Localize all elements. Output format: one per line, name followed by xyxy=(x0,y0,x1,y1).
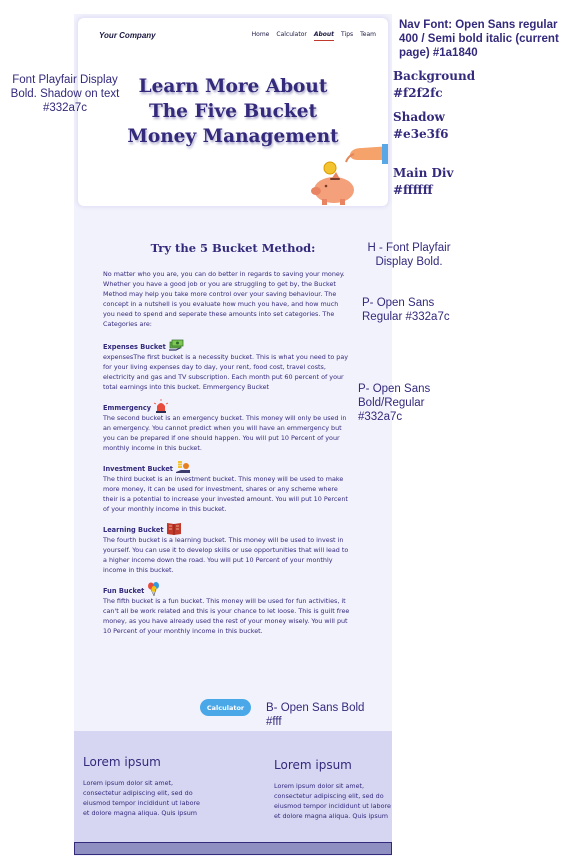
piggy-bank-illustration xyxy=(306,136,388,206)
annotation-heading: H - Font Playfair Display Bold. xyxy=(367,242,451,268)
annotation-paragraph-regular: P- Open Sans Regular #332a7c xyxy=(362,297,450,323)
annotation-main-div: Main Div #ffffff xyxy=(393,166,454,197)
bucket-title: Fun Bucket xyxy=(103,587,145,595)
annotation-background: Background #f2f2fc xyxy=(393,69,476,100)
annotation-hero-font: Font Playfair Display Bold. Shadow on text #332a7c xyxy=(10,74,120,114)
brand-logo[interactable]: Your Company xyxy=(99,31,156,40)
nav-team[interactable]: Team xyxy=(360,31,376,38)
bucket-learning xyxy=(103,520,351,575)
footer-heading: Lorem ipsum xyxy=(83,755,161,769)
siren-icon xyxy=(153,399,169,413)
footer-heading: Lorem ipsum xyxy=(274,758,352,772)
bucket-text: The third bucket is an investment bucket. This money will be used to make more money, it can be used for investment, shares or any scheme where their is a potential to increase your invested amount. You will put 10 Percent of your monthly income in this bucket. xyxy=(103,475,348,513)
annotation-button: B- Open Sans Bold #fff xyxy=(266,702,365,728)
footer-text: Lorem ipsum dolor sit amet, consectetur adipiscing elit, sed do eiusmod tempor incididunt ut labore et dolore magna aliqua. Quis ipsum xyxy=(274,782,391,820)
annotation-paragraph-bold: P- Open Sans Bold/Regular #332a7c xyxy=(358,383,431,423)
section-title: Try the 5 Bucket Method: xyxy=(150,241,316,255)
footer xyxy=(74,731,392,844)
balloons-icon xyxy=(146,582,162,596)
bucket-text: The second bucket is an emergency bucket. This money will only be used in an emergency. You cannot predict when you will have an emmergency but you can be prepared if one should happen. You will put 10 Percent of your monthly income in this bucket. xyxy=(103,414,347,452)
intro-paragraph: No matter who you are, you can do better in regards to saving your money. Whether you have a good job or you are struggling to get by, the Bucket Method may help you take more control over your saving behaviour. The concept in a nutshell is you evaluate how much you have, and how much you need to spend and seperate these amounts into set categories. The Categories are: xyxy=(103,270,345,328)
bucket-investment xyxy=(103,459,351,514)
bucket-text: The fourth bucket is a learning bucket. This money will be used to invest in yourself. You can use it to develop skills or use opportunities that will lead to a higher income down the road. You will put 10 Percent of your monthly income in this bucket. xyxy=(103,536,349,574)
nav-calculator[interactable]: Calculator xyxy=(276,31,307,38)
book-icon xyxy=(166,521,182,535)
hero-card xyxy=(78,18,388,206)
hero-title: Learn More About The Five Bucket Money Management xyxy=(127,76,339,147)
calculator-button[interactable]: Calculator xyxy=(200,699,251,716)
bottom-bar xyxy=(74,842,392,855)
bucket-emergency xyxy=(103,398,351,453)
nav-home[interactable]: Home xyxy=(251,31,270,38)
footer-column-1 xyxy=(83,755,203,818)
main-nav xyxy=(252,31,376,41)
bucket-title: Investment Bucket xyxy=(103,465,173,473)
bucket-title: Expenses Bucket xyxy=(103,343,166,351)
article-body xyxy=(103,269,351,642)
annotation-shadow: Shadow #e3e3f6 xyxy=(393,110,449,141)
bucket-expenses xyxy=(103,337,351,392)
nav-tips[interactable]: Tips xyxy=(341,31,354,38)
footer-text: Lorem ipsum dolor sit amet, consectetur adipiscing elit, sed do eiusmod tempor incididunt ut labore et dolore magna aliqua. Quis ipsum xyxy=(83,779,200,817)
bucket-title: Learning Bucket xyxy=(103,526,164,534)
annotation-nav-font: Nav Font: Open Sans regular 400 / Semi bold italic (current page) #1a1840 xyxy=(399,19,559,59)
page-column xyxy=(74,14,392,856)
bucket-text: expensesThe first bucket is a necessity bucket. This is what you need to pay for your living expenses day to day, your rent, food cost, travel costs, electricity and gas and TV subscription. Each month put 60 percent of your total earnings into this bucket. Emmergency Bucket xyxy=(103,353,349,391)
bucket-fun xyxy=(103,581,351,636)
nav-about[interactable]: About xyxy=(314,31,334,41)
footer-column-2 xyxy=(274,758,392,821)
money-icon xyxy=(168,338,184,352)
bucket-text: The fifth bucket is a fun bucket. This money will be used for fun activities, it can't all be work related and this is your chance to let loose. This is guilt free money, as you have already used the rest of your money wisely. You will put 10 Percent of your monthly income in this bucket. xyxy=(103,597,350,635)
investment-icon xyxy=(175,460,191,474)
bucket-title: Emmergency xyxy=(103,404,152,412)
